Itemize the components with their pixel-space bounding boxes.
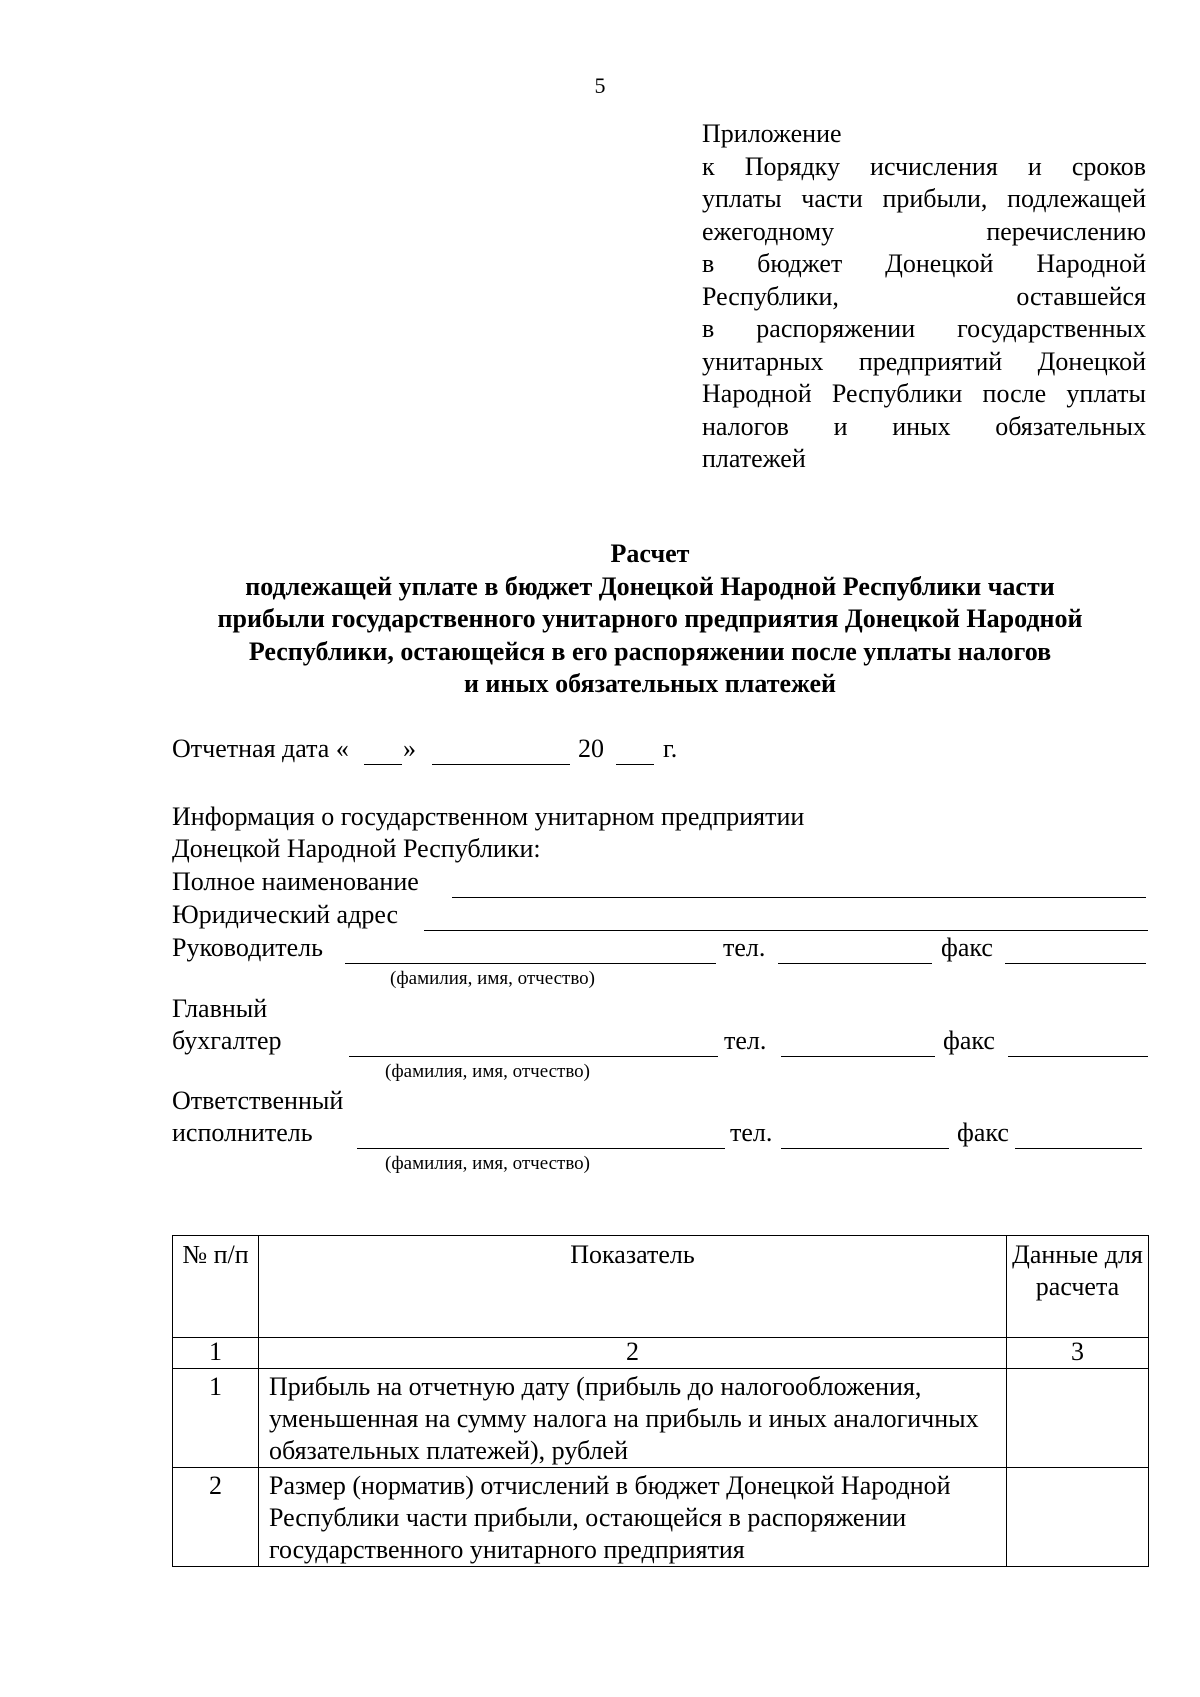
report-date-year-suffix: г. <box>663 734 678 763</box>
executor-fax-label: факс <box>957 1118 1009 1147</box>
appendix-word: оставшейся <box>1016 281 1146 311</box>
executor-name-field[interactable] <box>357 1148 725 1149</box>
chief-accountant-fax-label: факс <box>943 1026 995 1055</box>
year-blank[interactable] <box>616 764 654 765</box>
row-indicator: Прибыль на отчетную дату (прибыль до налогообложения, уменьшенная на сумму налога на прибыль и иных аналогичных обязательных платежей), рублей <box>259 1369 1007 1468</box>
executor-phone-label: тел. <box>730 1118 773 1147</box>
header-indicator: Показатель <box>259 1236 1007 1338</box>
chief-accountant-phone-label: тел. <box>724 1026 767 1055</box>
title-heading: Расчет <box>610 539 690 568</box>
day-blank[interactable] <box>364 764 402 765</box>
appendix-line: уплаты части прибыли, подлежащей <box>702 184 1146 213</box>
table-row <box>173 1369 1149 1468</box>
row-indicator: Размер (норматив) отчислений в бюджет Донецкой Народной Республики части прибыли, остающейся в распоряжении государственного унитарного предприятия <box>259 1468 1007 1567</box>
report-date-close-quote: » <box>403 734 416 763</box>
appendix-line: унитарных предприятий Донецкой <box>702 346 1146 376</box>
row-value-cell[interactable] <box>1007 1468 1149 1567</box>
report-date-label: Отчетная дата « <box>172 734 349 763</box>
chief-accountant-label: Главный <box>172 994 268 1023</box>
appendix-reference <box>702 118 1146 476</box>
document-title <box>150 538 1150 701</box>
appendix-line <box>702 281 1146 314</box>
month-blank[interactable] <box>432 764 570 765</box>
director-phone-field[interactable] <box>778 963 932 964</box>
row-value-cell[interactable] <box>1007 1369 1149 1468</box>
info-intro: Донецкой Народной Республики: <box>172 834 541 863</box>
row-number: 1 <box>173 1369 259 1468</box>
chief-accountant-phone-field[interactable] <box>781 1056 935 1057</box>
row-number: 2 <box>173 1468 259 1567</box>
appendix-line <box>702 216 1146 249</box>
appendix-line: Народной Республики после уплаты <box>702 379 1146 408</box>
calculation-table <box>172 1235 1149 1567</box>
appendix-word: ежегодному <box>702 216 835 246</box>
director-fax-label: факс <box>941 933 993 962</box>
title-line: подлежащей уплате в бюджет Донецкой Народной Республики части <box>245 571 1055 601</box>
appendix-line: налогов и иных обязательных <box>702 411 1146 441</box>
column-number: 3 <box>1007 1338 1149 1369</box>
header-data: Данные для расчета <box>1007 1236 1149 1338</box>
column-number: 1 <box>173 1338 259 1369</box>
table-row <box>173 1468 1149 1567</box>
director-name-field[interactable] <box>345 963 716 964</box>
appendix-word: Республики, <box>702 281 839 311</box>
header-num: № п/п <box>173 1236 259 1338</box>
full-name-label: Полное наименование <box>172 867 419 896</box>
executor-fax-field[interactable] <box>1015 1148 1142 1149</box>
title-line: Республики, остающейся в его распоряжении после уплаты налогов <box>248 636 1052 666</box>
executor-phone-field[interactable] <box>781 1148 949 1149</box>
executor-label: исполнитель <box>172 1118 313 1147</box>
director-label: Руководитель <box>172 933 323 962</box>
chief-accountant-fax-field[interactable] <box>1008 1056 1148 1057</box>
full-name-field[interactable] <box>452 897 1146 898</box>
director-phone-label: тел. <box>723 933 766 962</box>
appendix-line: Приложение <box>702 119 842 148</box>
address-field[interactable] <box>424 930 1148 931</box>
director-fax-field[interactable] <box>1005 963 1146 964</box>
director-name-caption: (фамилия, имя, отчество) <box>390 968 596 989</box>
info-intro: Информация о государственном унитарном предприятии <box>172 802 805 831</box>
address-label: Юридический адрес <box>172 900 399 929</box>
appendix-line: в распоряжении государственных <box>702 314 1146 343</box>
appendix-word: перечислению <box>986 216 1146 246</box>
executor-name-caption: (фамилия, имя, отчество) <box>385 1153 591 1174</box>
table-header-row <box>173 1236 1149 1338</box>
appendix-line: в бюджет Донецкой Народной <box>702 249 1146 278</box>
chief-accountant-label: бухгалтер <box>172 1026 282 1055</box>
page-number: 5 <box>594 73 606 98</box>
chief-accountant-name-field[interactable] <box>349 1056 718 1057</box>
appendix-line: к Порядку исчисления и сроков <box>702 151 1146 181</box>
column-number-row <box>173 1338 1149 1369</box>
report-date-year-prefix: 20 <box>578 734 604 763</box>
executor-label: Ответственный <box>172 1086 344 1115</box>
appendix-line: платежей <box>702 444 806 473</box>
title-line: и иных обязательных платежей <box>463 669 837 698</box>
chief-accountant-name-caption: (фамилия, имя, отчество) <box>385 1061 591 1082</box>
title-line: прибыли государственного унитарного предприятия Донецкой Народной <box>217 604 1083 633</box>
column-number: 2 <box>259 1338 1007 1369</box>
